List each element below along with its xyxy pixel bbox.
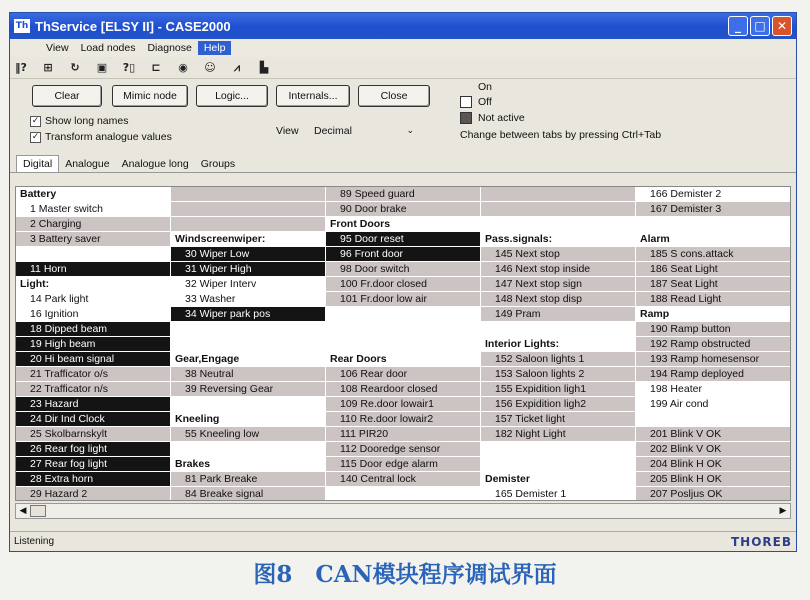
transform-analogue-label: Transform analogue values: [45, 131, 172, 143]
signal-cell[interactable]: 148 Next stop disp: [481, 292, 635, 307]
signal-cell[interactable]: 22 Trafficator n/s: [16, 382, 170, 397]
status-text: Listening: [14, 536, 55, 547]
signal-cell[interactable]: 167 Demister 3: [636, 202, 790, 217]
signal-cell[interactable]: 20 Hi beam signal: [16, 352, 170, 367]
signal-cell[interactable]: 16 Ignition: [16, 307, 170, 322]
view-select[interactable]: [308, 123, 418, 139]
signal-cell[interactable]: 140 Central lock: [326, 472, 480, 487]
signal-cell[interactable]: 194 Ramp deployed: [636, 367, 790, 382]
mimic-node-button[interactable]: Mimic node: [112, 85, 188, 107]
signal-cell[interactable]: [481, 457, 635, 472]
signal-cell[interactable]: 24 Dir Ind Clock: [16, 412, 170, 427]
signal-cell[interactable]: [16, 247, 170, 262]
signal-cell[interactable]: 115 Door edge alarm: [326, 457, 480, 472]
signal-cell[interactable]: 202 Blink V OK: [636, 442, 790, 457]
signal-cell[interactable]: 96 Front door: [326, 247, 480, 262]
scroll-right-icon[interactable]: ▶: [779, 506, 787, 516]
legend-not-active: [460, 112, 525, 124]
app-icon: Th: [15, 21, 29, 31]
legend-on-label: On: [478, 81, 493, 93]
group-header: Demister: [481, 472, 635, 487]
signal-cell[interactable]: 31 Wiper High: [171, 262, 325, 277]
signal-cell[interactable]: 39 Reversing Gear: [171, 382, 325, 397]
signal-cell[interactable]: 190 Ramp button: [636, 322, 790, 337]
signal-cell[interactable]: 166 Demister 2: [636, 187, 790, 202]
signal-cell[interactable]: 155 Expidition ligh1: [481, 382, 635, 397]
legend-off-swatch: [460, 96, 472, 108]
chart-icon[interactable]: ⩘: [233, 60, 241, 74]
menu-help[interactable]: Help: [198, 41, 232, 55]
signal-cell[interactable]: 108 Reardoor closed: [326, 382, 480, 397]
signal-cell[interactable]: 18 Dipped beam: [16, 322, 170, 337]
signal-column: [16, 187, 170, 501]
group-header: Ramp: [636, 307, 790, 322]
signal-cell[interactable]: [326, 307, 480, 322]
signal-cell[interactable]: 185 S cons.attack: [636, 247, 790, 262]
signal-cell[interactable]: 28 Extra horn: [16, 472, 170, 487]
signal-cell[interactable]: 111 PIR20: [326, 427, 480, 442]
brand-logo: THOREB: [730, 534, 792, 549]
signal-cell[interactable]: 165 Demister 1: [481, 487, 635, 501]
close-window-button[interactable]: ✕: [772, 16, 792, 36]
group-header: Windscreenwiper:: [171, 232, 325, 247]
signal-cell[interactable]: 205 Blink H OK: [636, 472, 790, 487]
figure-caption: 图8 CAN模块程序调试界面: [253, 561, 557, 588]
signal-cell[interactable]: 204 Blink H OK: [636, 457, 790, 472]
signal-cell[interactable]: 153 Saloon lights 2: [481, 367, 635, 382]
signal-cell[interactable]: 33 Washer: [171, 292, 325, 307]
signal-column: [326, 187, 480, 501]
status-bar: [10, 531, 796, 551]
horizontal-scrollbar[interactable]: [15, 503, 791, 519]
menu-bar: [10, 39, 796, 57]
signal-cell[interactable]: [171, 337, 325, 352]
minimize-button[interactable]: _: [728, 16, 748, 36]
signal-cell[interactable]: 90 Door brake: [326, 202, 480, 217]
help-cursor-icon[interactable]: ‖?: [15, 61, 27, 74]
transform-analogue-checkbox[interactable]: ✓: [31, 131, 40, 142]
window-title: ThService [ELSY II] - CASE2000: [35, 18, 231, 34]
group-header: Kneeling: [171, 412, 325, 427]
scroll-left-icon[interactable]: ◀: [19, 506, 27, 516]
signal-cell[interactable]: 23 Hazard: [16, 397, 170, 412]
node-icon[interactable]: ⊏: [151, 61, 161, 74]
signal-cell[interactable]: 207 Posljus OK: [636, 487, 790, 501]
signal-cell[interactable]: [171, 202, 325, 217]
signal-cell[interactable]: 188 Read Light: [636, 292, 790, 307]
title-bar[interactable]: [10, 13, 796, 39]
tab-analogue-long[interactable]: Analogue long: [121, 158, 189, 170]
signal-cell[interactable]: 21 Trafficator o/s: [16, 367, 170, 382]
signal-cell[interactable]: [326, 487, 480, 501]
internals-button[interactable]: Internals...: [276, 85, 350, 107]
signal-cell[interactable]: 98 Door switch: [326, 262, 480, 277]
signal-cell[interactable]: 157 Ticket light: [481, 412, 635, 427]
signal-cell[interactable]: 14 Park light: [16, 292, 170, 307]
legend-on: [460, 81, 492, 93]
tab-hint-text: Change between tabs by pressing Ctrl+Tab: [460, 129, 662, 141]
signal-cell[interactable]: 81 Park Breake: [171, 472, 325, 487]
signal-cell[interactable]: [636, 217, 790, 232]
signal-cell[interactable]: 186 Seat Light: [636, 262, 790, 277]
network-icon[interactable]: ⊞: [43, 61, 53, 74]
signal-cell[interactable]: 30 Wiper Low: [171, 247, 325, 262]
signal-cell[interactable]: 34 Wiper park pos: [171, 307, 325, 322]
signal-cell[interactable]: 25 Skolbarnskylt: [16, 427, 170, 442]
group-header: Alarm: [636, 232, 790, 247]
group-header: Rear Doors: [326, 352, 480, 367]
signal-cell[interactable]: 110 Re.door lowair2: [326, 412, 480, 427]
signal-cell[interactable]: 38 Neutral: [171, 367, 325, 382]
signal-column: [481, 187, 635, 501]
signal-cell[interactable]: 89 Speed guard: [326, 187, 480, 202]
signal-cell[interactable]: 109 Re.door lowair1: [326, 397, 480, 412]
signal-column: [636, 187, 790, 501]
group-header: Battery: [16, 187, 170, 202]
signal-cell[interactable]: 152 Saloon lights 1: [481, 352, 635, 367]
view-select-value: Decimal: [314, 125, 352, 137]
tab-hint: [460, 129, 661, 141]
signal-cell[interactable]: 27 Rear fog light: [16, 457, 170, 472]
signal-cell[interactable]: 147 Next stop sign: [481, 277, 635, 292]
signal-cell[interactable]: [481, 187, 635, 202]
tab-digital[interactable]: Digital: [16, 155, 59, 172]
logic-button[interactable]: Logic...: [196, 85, 268, 107]
signal-cell[interactable]: 26 Rear fog light: [16, 442, 170, 457]
group-header: Front Doors: [326, 217, 480, 232]
view-label: View: [276, 125, 299, 137]
legend-not-active-label: Not active: [478, 112, 525, 124]
group-header: Interior Lights:: [481, 337, 635, 352]
application-window: [9, 12, 797, 552]
signal-cell[interactable]: [326, 337, 480, 352]
signal-cell[interactable]: [481, 322, 635, 337]
signal-cell[interactable]: 32 Wiper Interv: [171, 277, 325, 292]
signal-grid: [15, 186, 791, 501]
group-header: Brakes: [171, 457, 325, 472]
signal-cell[interactable]: 192 Ramp obstructed: [636, 337, 790, 352]
signal-cell[interactable]: 112 Dooredge sensor: [326, 442, 480, 457]
show-long-names-label: Show long names: [45, 115, 129, 127]
legend-off-label: Off: [478, 96, 492, 108]
signal-cell[interactable]: 3 Battery saver: [16, 232, 170, 247]
signal-cell[interactable]: 201 Blink V OK: [636, 427, 790, 442]
signal-cell[interactable]: 198 Heater: [636, 382, 790, 397]
tab-analogue[interactable]: Analogue: [65, 158, 110, 170]
transform-analogue-option[interactable]: [30, 131, 172, 143]
signal-cell[interactable]: 187 Seat Light: [636, 277, 790, 292]
signal-cell[interactable]: 11 Horn: [16, 262, 170, 277]
signal-cell[interactable]: 193 Ramp homesensor: [636, 352, 790, 367]
signal-cell[interactable]: 156 Expidition ligh2: [481, 397, 635, 412]
signal-cell[interactable]: [171, 397, 325, 412]
signal-cell[interactable]: 145 Next stop: [481, 247, 635, 262]
signal-cell[interactable]: 100 Fr.door closed: [326, 277, 480, 292]
refresh-icon[interactable]: ↻: [70, 61, 80, 74]
signal-cell[interactable]: [481, 217, 635, 232]
toolbar: [10, 57, 796, 79]
signal-cell[interactable]: [481, 442, 635, 457]
maximize-button[interactable]: □: [750, 16, 770, 36]
signal-cell[interactable]: [171, 217, 325, 232]
tab-strip: [10, 155, 796, 173]
monitor-icon[interactable]: ▣: [96, 61, 108, 74]
signal-cell[interactable]: 146 Next stop inside: [481, 262, 635, 277]
signal-cell[interactable]: 84 Breake signal: [171, 487, 325, 501]
menu-view[interactable]: View: [46, 42, 69, 54]
menu-load-nodes[interactable]: Load nodes: [80, 42, 136, 54]
signal-cell[interactable]: 2 Charging: [16, 217, 170, 232]
group-header: Light:: [16, 277, 170, 292]
group-header: Pass.signals:: [481, 232, 635, 247]
show-long-names-option[interactable]: [30, 115, 128, 127]
close-button[interactable]: Close: [358, 85, 430, 107]
people-icon[interactable]: ☺: [204, 61, 216, 74]
menu-diagnose[interactable]: Diagnose: [147, 42, 192, 54]
signal-cell[interactable]: 95 Door reset: [326, 232, 480, 247]
legend-not-active-swatch: [460, 112, 472, 124]
group-header: Gear,Engage: [171, 352, 325, 367]
scroll-thumb[interactable]: [30, 505, 46, 517]
signal-cell[interactable]: 19 High beam: [16, 337, 170, 352]
show-long-names-checkbox[interactable]: ✓: [31, 115, 40, 126]
control-panel: [10, 79, 796, 155]
tab-groups[interactable]: Groups: [200, 158, 236, 170]
signal-cell[interactable]: [636, 412, 790, 427]
signal-cell[interactable]: 101 Fr.door low air: [326, 292, 480, 307]
signal-cell[interactable]: [481, 202, 635, 217]
signal-cell[interactable]: [171, 187, 325, 202]
signal-cell[interactable]: [171, 442, 325, 457]
signal-cell[interactable]: 106 Rear door: [326, 367, 480, 382]
bars-icon[interactable]: ▙: [259, 61, 269, 74]
signal-cell[interactable]: 199 Air cond: [636, 397, 790, 412]
clear-button[interactable]: Clear: [32, 85, 102, 107]
signal-cell[interactable]: 55 Kneeling low: [171, 427, 325, 442]
eye-icon[interactable]: ◉: [178, 61, 188, 74]
chevron-down-icon: ⌄: [406, 126, 414, 136]
query-icon[interactable]: ?▯: [122, 61, 136, 74]
signal-cell[interactable]: 1 Master switch: [16, 202, 170, 217]
legend-off: [460, 96, 492, 108]
signal-column: [171, 187, 325, 501]
signal-cell[interactable]: 182 Night Light: [481, 427, 635, 442]
signal-cell[interactable]: 29 Hazard 2: [16, 487, 170, 501]
signal-cell[interactable]: [171, 322, 325, 337]
signal-cell[interactable]: [326, 322, 480, 337]
signal-cell[interactable]: 149 Pram: [481, 307, 635, 322]
